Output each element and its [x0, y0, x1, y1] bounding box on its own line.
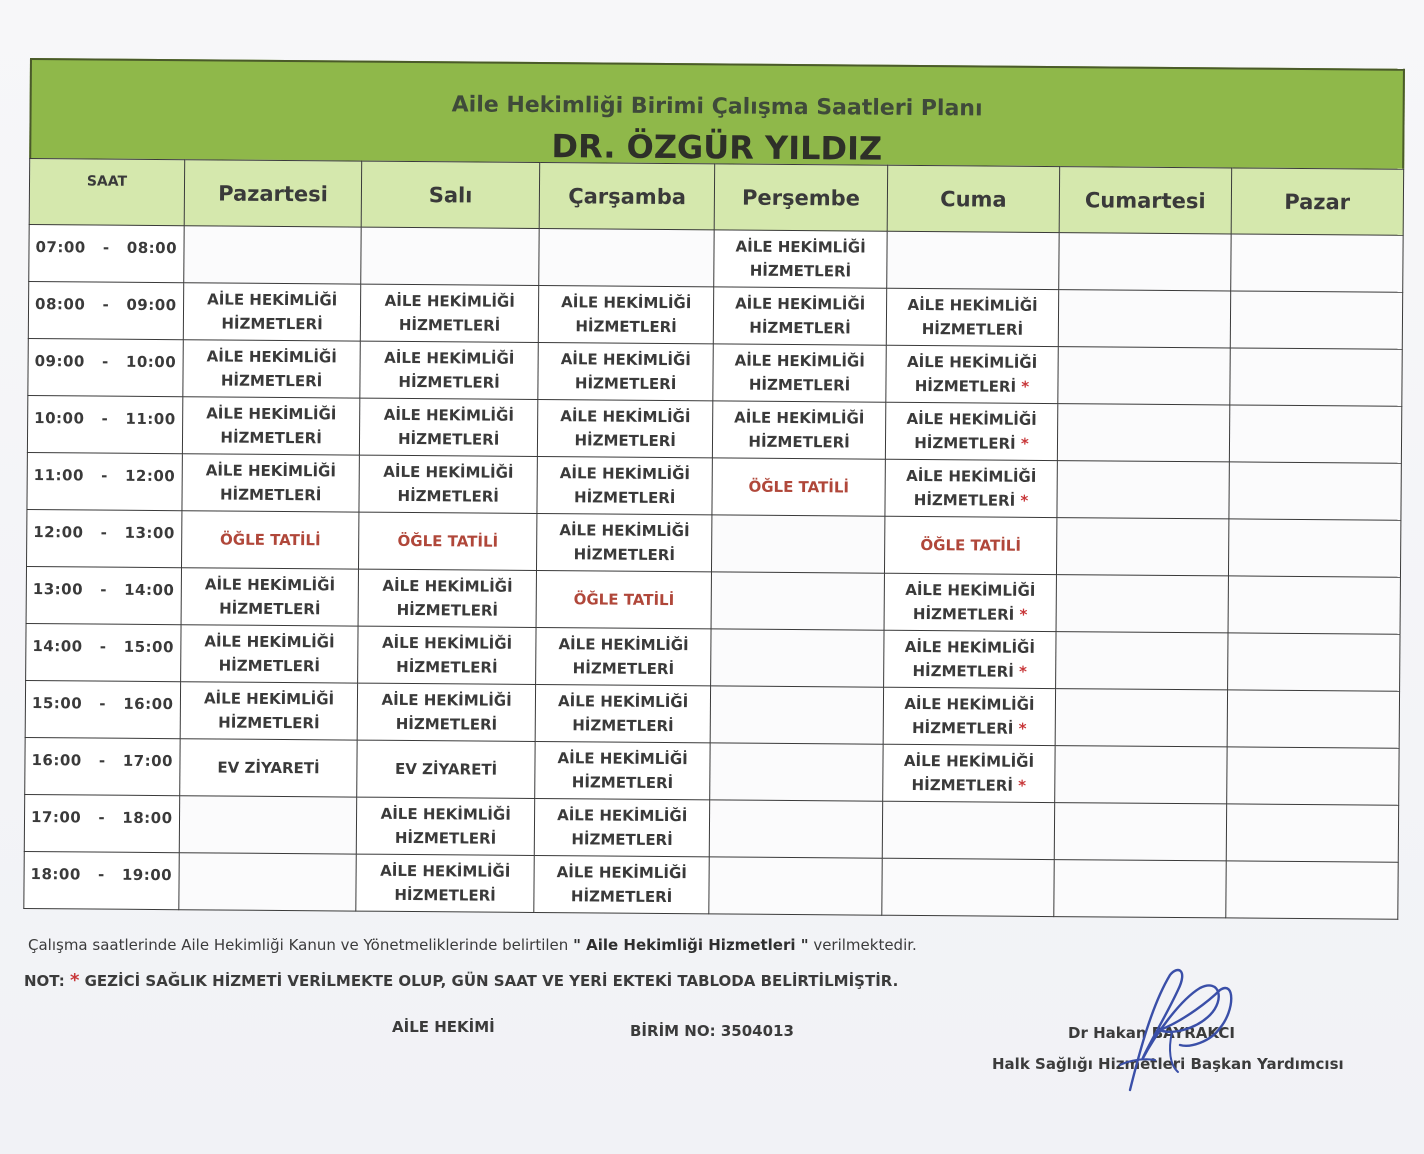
table-row [24, 794, 1398, 862]
cell-empty [1055, 746, 1227, 804]
cell-aile-hekimligi [359, 455, 537, 513]
table-row [25, 680, 1399, 748]
cell-empty [1054, 803, 1226, 861]
cell-line-1: AİLE HEKİMLİĞİ [903, 751, 1035, 771]
cell-hizmetleri: HİZMETLERİ [921, 320, 1024, 339]
cell-empty [1058, 290, 1230, 348]
cell-aile-hekimligi [883, 630, 1056, 688]
cell-aile-hekimligi [358, 569, 536, 627]
cell-line-1: AİLE HEKİMLİĞİ [384, 291, 515, 311]
cell-ogle-tatili: ÖĞLE TATİLİ [181, 511, 359, 569]
cell-hizmetleri: HİZMETLERİ [219, 599, 321, 619]
time-slot: 08:00 - 09:00 [28, 281, 183, 339]
cell-line-1: AİLE HEKİMLİĞİ [559, 464, 691, 484]
footer-statement [28, 936, 917, 954]
cell-hizmetleri: HİZMETLERİ [395, 714, 498, 734]
cell-aile-hekimligi [534, 855, 710, 913]
cell-line-2 [535, 770, 710, 795]
cell-empty [709, 857, 882, 915]
cell-line-2 [714, 315, 886, 340]
cell-empty [1226, 804, 1399, 862]
table-row [24, 851, 1398, 919]
cell-empty [1056, 632, 1228, 690]
cell-empty [1228, 462, 1401, 520]
cell-empty [882, 858, 1055, 916]
time-slot: 16:00 - 17:00 [25, 737, 180, 795]
cell-empty [1230, 291, 1403, 349]
cell-hizmetleri: HİZMETLERİ [394, 885, 496, 905]
cell-line-1: AİLE HEKİMLİĞİ [906, 409, 1037, 429]
cell-aile-hekimligi [536, 513, 712, 571]
cell-line-2 [360, 484, 537, 509]
title-block [29, 58, 1405, 169]
cell-line-2 [713, 429, 885, 454]
cell-hizmetleri: HİZMETLERİ [914, 433, 1016, 453]
cell-line-2 [535, 827, 710, 852]
cell-aile-hekimligi [885, 459, 1058, 517]
cell-line-2 [887, 317, 1059, 342]
cell-line-1: AİLE HEKİMLİĞİ [380, 861, 511, 881]
cell-empty [184, 226, 362, 284]
cell-hizmetleri: HİZMETLERİ [573, 545, 676, 565]
cell-hizmetleri: HİZMETLERİ [574, 431, 676, 451]
cell-line-2 [539, 314, 714, 339]
cell-line-1: AİLE HEKİMLİĞİ [906, 352, 1038, 372]
time-slot: 14:00 - 15:00 [26, 623, 181, 681]
cell-hizmetleri: HİZMETLERİ [398, 315, 501, 335]
cell-line-2 [358, 712, 535, 737]
cell-empty [539, 229, 715, 287]
time-slot: 07:00 - 08:00 [29, 224, 184, 282]
footer-text-bold: " Aile Hekimliği Hizmetleri " [573, 936, 809, 954]
cell-line-2 [534, 884, 709, 909]
footer-note [24, 970, 898, 991]
column-header-6: Cumartesi [1059, 167, 1231, 234]
cell-aile-hekimligi [535, 741, 711, 799]
cell-line-1: AİLE HEKİMLİĞİ [558, 635, 689, 655]
cell-line-1: AİLE HEKİMLİĞİ [557, 692, 689, 712]
time-slot: 11:00 - 12:00 [27, 452, 182, 510]
cell-line-2 [536, 656, 711, 681]
cell-hizmetleri: HİZMETLERİ [397, 429, 500, 449]
cell-empty [1227, 633, 1400, 691]
cell-line-1: AİLE HEKİMLİĞİ [561, 293, 692, 313]
cell-line-2 [183, 425, 360, 450]
mobile-service-star: * [1020, 491, 1029, 510]
cell-empty [1225, 861, 1398, 919]
cell-ogle-tatili: ÖĞLE TATİLİ [712, 458, 885, 516]
cell-empty [1057, 518, 1229, 576]
cell-aile-hekimligi [181, 568, 359, 626]
cell-line-1: AİLE HEKİMLİĞİ [907, 295, 1038, 315]
footer-text-after: verilmektedir. [808, 936, 917, 954]
column-header-5: Cuma [887, 165, 1060, 232]
table-row [27, 395, 1401, 463]
cell-line-2 [537, 485, 712, 510]
cell-line-1: AİLE HEKİMLİĞİ [383, 405, 515, 425]
cell-line-2 [883, 773, 1055, 798]
cell-ev-ziyareti: EV ZİYARETİ [180, 739, 358, 797]
cell-empty [1228, 576, 1401, 634]
mobile-service-star: * [1018, 719, 1027, 738]
birim-no: BİRİM NO: 3504013 [630, 1022, 794, 1040]
cell-hizmetleri: HİZMETLERİ [912, 604, 1015, 624]
cell-empty [1055, 689, 1227, 747]
cell-aile-hekimligi [180, 682, 358, 740]
mobile-service-star: * [1020, 434, 1029, 453]
time-slot: 13:00 - 14:00 [26, 566, 181, 624]
table-body [24, 224, 1403, 919]
cell-line-2 [886, 431, 1058, 456]
time-slot: 12:00 - 13:00 [27, 509, 182, 567]
column-header-1: Pazartesi [184, 160, 362, 227]
column-header-4: Perşembe [715, 164, 888, 231]
cell-line-2 [357, 883, 534, 908]
cell-line-2 [886, 374, 1058, 399]
column-header-2: Salı [362, 161, 540, 228]
note-star: * [69, 970, 80, 991]
cell-line-2 [537, 542, 712, 567]
cell-empty [1226, 747, 1399, 805]
cell-hizmetleri: HİZMETLERİ [573, 488, 676, 508]
cell-hizmetleri: HİZMETLERİ [218, 713, 320, 733]
cell-line-2 [184, 311, 361, 336]
cell-line-1: AİLE HEKİMLİĞİ [734, 351, 865, 371]
cell-line-2 [538, 371, 713, 396]
cell-line-2 [884, 602, 1056, 627]
cell-line-1: AİLE HEKİMLİĞİ [560, 350, 691, 370]
cell-aile-hekimligi [714, 230, 887, 288]
cell-aile-hekimligi [886, 345, 1059, 403]
cell-hizmetleri: HİZMETLERİ [748, 375, 851, 395]
cell-line-2 [359, 655, 536, 680]
table-row [25, 737, 1399, 805]
cell-line-1: AİLE HEKİMLİĞİ [207, 290, 338, 310]
cell-hizmetleri: HİZMETLERİ [570, 887, 673, 907]
cell-line-2 [883, 716, 1055, 741]
cell-empty [711, 629, 884, 687]
cell-empty [712, 515, 885, 573]
cell-hizmetleri: HİZMETLERİ [911, 718, 1014, 738]
cell-empty [1228, 519, 1401, 577]
cell-empty [1054, 860, 1226, 918]
cell-line-2 [183, 368, 360, 393]
cell-aile-hekimligi [538, 343, 714, 401]
cell-aile-hekimligi [884, 573, 1057, 631]
time-slot: 18:00 - 19:00 [24, 851, 179, 909]
cell-line-1: AİLE HEKİMLİĞİ [380, 804, 511, 824]
cell-hizmetleri: HİZMETLERİ [575, 317, 677, 337]
column-header-7: Pazar [1231, 168, 1404, 235]
cell-hizmetleri: HİZMETLERİ [398, 372, 500, 392]
cell-empty [710, 743, 883, 801]
cell-aile-hekimligi [713, 344, 886, 402]
column-header-3: Çarşamba [539, 163, 715, 230]
table-row [29, 224, 1403, 292]
cell-hizmetleri: HİZMETLERİ [394, 828, 497, 848]
cell-hizmetleri: HİZMETLERİ [912, 661, 1014, 681]
cell-line-1: AİLE HEKİMLİĞİ [734, 408, 865, 428]
cell-line-2 [181, 596, 358, 621]
cell-line-1: AİLE HEKİMLİĞİ [204, 575, 336, 595]
cell-line-1: AİLE HEKİMLİĞİ [904, 637, 1036, 657]
cell-line-2 [361, 313, 538, 338]
cell-line-2 [884, 659, 1056, 684]
cell-empty [711, 686, 884, 744]
cell-line-2 [359, 598, 536, 623]
cell-line-1: AİLE HEKİMLİĞİ [206, 404, 337, 424]
cell-aile-hekimligi [536, 627, 712, 685]
mobile-service-star: * [1021, 377, 1030, 396]
mobile-service-star: * [1018, 776, 1027, 795]
cell-hizmetleri: HİZMETLERİ [749, 261, 852, 281]
cell-hizmetleri: HİZMETLERİ [396, 600, 499, 620]
cell-hizmetleri: HİZMETLERİ [396, 657, 498, 677]
cell-aile-hekimligi [358, 683, 536, 741]
cell-line-1: AİLE HEKİMLİĞİ [556, 863, 687, 883]
cell-hizmetleri: HİZMETLERİ [574, 374, 677, 394]
cell-hizmetleri: HİZMETLERİ [572, 659, 675, 679]
cell-line-1: AİLE HEKİMLİĞİ [203, 689, 335, 709]
cell-empty [1229, 405, 1402, 463]
time-slot: 15:00 - 16:00 [25, 680, 180, 738]
cell-aile-hekimligi [885, 402, 1058, 460]
cell-hizmetleri: HİZMETLERİ [221, 314, 323, 334]
cell-line-1: AİLE HEKİMLİĞİ [905, 580, 1036, 600]
note-label: NOT: [24, 972, 65, 990]
cell-aile-hekimligi [886, 288, 1059, 346]
cell-aile-hekimligi [356, 854, 534, 912]
cell-line-2 [360, 427, 537, 452]
cell-line-2 [538, 428, 713, 453]
cell-line-2 [536, 713, 711, 738]
cell-line-1: AİLE HEKİMLİĞİ [557, 749, 688, 769]
table-header-row [29, 159, 1403, 236]
cell-aile-hekimligi [883, 687, 1056, 745]
cell-line-2 [182, 482, 359, 507]
cell-aile-hekimligi [361, 284, 539, 342]
time-slot: 10:00 - 11:00 [27, 395, 182, 453]
time-slot: 17:00 - 18:00 [24, 794, 179, 852]
cell-hizmetleri: HİZMETLERİ [911, 775, 1014, 795]
table-row [28, 281, 1402, 349]
cell-line-1: AİLE HEKİMLİĞİ [206, 347, 337, 367]
cell-empty [1229, 348, 1402, 406]
cell-aile-hekimligi [183, 283, 361, 341]
cell-line-1: AİLE HEKİMLİĞİ [557, 806, 688, 826]
cell-hizmetleri: HİZMETLERİ [397, 486, 499, 506]
cell-hizmetleri: HİZMETLERİ [913, 490, 1016, 510]
cell-aile-hekimligi [357, 797, 535, 855]
cell-empty [1057, 461, 1229, 519]
cell-empty [179, 853, 357, 911]
cell-empty [1059, 233, 1231, 291]
table-row [26, 623, 1400, 691]
cell-line-1: AİLE HEKİMLİĞİ [904, 694, 1035, 714]
cell-hizmetleri: HİZMETLERİ [571, 773, 674, 793]
cell-line-2 [181, 710, 358, 735]
cell-hizmetleri: HİZMETLERİ [218, 656, 321, 676]
cell-line-1: AİLE HEKİMLİĞİ [560, 407, 691, 427]
cell-hizmetleri: HİZMETLERİ [572, 716, 674, 736]
signer-name: Dr Hakan BAYRAKCI [1068, 1024, 1235, 1042]
cell-aile-hekimligi [182, 397, 360, 455]
cell-line-2 [181, 653, 358, 678]
cell-empty [887, 231, 1060, 289]
cell-empty [179, 796, 357, 854]
cell-aile-hekimligi [182, 454, 360, 512]
cell-ogle-tatili: ÖĞLE TATİLİ [884, 516, 1057, 574]
cell-hizmetleri: HİZMETLERİ [571, 830, 673, 850]
cell-aile-hekimligi [534, 798, 710, 856]
doctor-name: DR. ÖZGÜR YILDIZ [551, 127, 883, 168]
cell-aile-hekimligi [713, 401, 886, 459]
mobile-service-star: * [1019, 662, 1028, 681]
cell-aile-hekimligi [180, 625, 358, 683]
cell-line-1: AİLE HEKİMLİĞİ [383, 462, 514, 482]
cell-hizmetleri: HİZMETLERİ [914, 376, 1017, 396]
note-text: GEZİCİ SAĞLIK HİZMETİ VERİLMEKTE OLUP, GÜN SAAT VE YERİ EKTEKİ TABLODA BELİRTİLMİŞTİR. [84, 972, 899, 990]
cell-aile-hekimligi [360, 341, 538, 399]
cell-ogle-tatili: ÖĞLE TATİLİ [536, 570, 712, 628]
aile-hekimi-label: AİLE HEKİMİ [392, 1018, 495, 1036]
cell-line-2 [357, 826, 534, 851]
cell-empty [1058, 347, 1230, 405]
handwritten-signature [1060, 960, 1290, 1100]
cell-line-1: AİLE HEKİMLİĞİ [382, 576, 513, 596]
cell-aile-hekimligi [538, 286, 714, 344]
mobile-service-star: * [1019, 605, 1028, 624]
cell-aile-hekimligi [358, 626, 536, 684]
cell-line-1: AİLE HEKİMLİĞİ [384, 348, 515, 368]
table-row [28, 338, 1402, 406]
cell-aile-hekimligi [360, 398, 538, 456]
cell-line-1: AİLE HEKİMLİĞİ [381, 690, 512, 710]
table-row [26, 566, 1400, 634]
cell-line-1: AİLE HEKİMLİĞİ [735, 294, 866, 314]
cell-line-1: AİLE HEKİMLİĞİ [204, 632, 335, 652]
cell-aile-hekimligi [537, 399, 713, 457]
cell-ev-ziyareti: EV ZİYARETİ [357, 740, 535, 798]
cell-ogle-tatili: ÖĞLE TATİLİ [359, 512, 537, 570]
cell-aile-hekimligi [535, 684, 711, 742]
cell-line-1: AİLE HEKİMLİĞİ [906, 466, 1037, 486]
signer-title: Halk Sağlığı Hizmetleri Başkan Yardımcısı [992, 1055, 1344, 1073]
cell-line-1: AİLE HEKİMLİĞİ [381, 633, 513, 653]
column-header-saat: SAAT [29, 159, 184, 226]
cell-empty [1227, 690, 1400, 748]
cell-empty [1058, 404, 1230, 462]
cell-empty [710, 800, 883, 858]
schedule-table [23, 158, 1404, 920]
cell-line-2 [715, 258, 887, 283]
cell-hizmetleri: HİZMETLERİ [748, 432, 850, 452]
cell-aile-hekimligi [183, 340, 361, 398]
cell-empty [882, 801, 1055, 859]
cell-line-2 [361, 370, 538, 395]
cell-hizmetleri: HİZMETLERİ [220, 371, 323, 391]
cell-hizmetleri: HİZMETLERİ [220, 428, 322, 448]
cell-aile-hekimligi [883, 744, 1056, 802]
plan-title: Aile Hekimliği Birimi Çalışma Saatleri Planı [451, 92, 983, 122]
schedule-plan [23, 58, 1405, 920]
cell-empty [1056, 575, 1228, 633]
cell-line-1: AİLE HEKİMLİĞİ [205, 461, 337, 481]
footer-text-before: Çalışma saatlerinde Aile Hekimliği Kanun ve Yönetmeliklerinde belirtilen [28, 936, 574, 954]
cell-line-1: AİLE HEKİMLİĞİ [735, 237, 866, 257]
cell-line-1: AİLE HEKİMLİĞİ [559, 521, 690, 541]
cell-line-2 [885, 488, 1057, 513]
cell-hizmetleri: HİZMETLERİ [749, 318, 851, 338]
time-slot: 09:00 - 10:00 [28, 338, 183, 396]
cell-empty [1230, 234, 1403, 292]
cell-hizmetleri: HİZMETLERİ [219, 485, 322, 505]
cell-aile-hekimligi [714, 287, 887, 345]
cell-empty [711, 572, 884, 630]
cell-line-2 [714, 372, 886, 397]
cell-empty [361, 227, 539, 285]
cell-aile-hekimligi [537, 456, 713, 514]
